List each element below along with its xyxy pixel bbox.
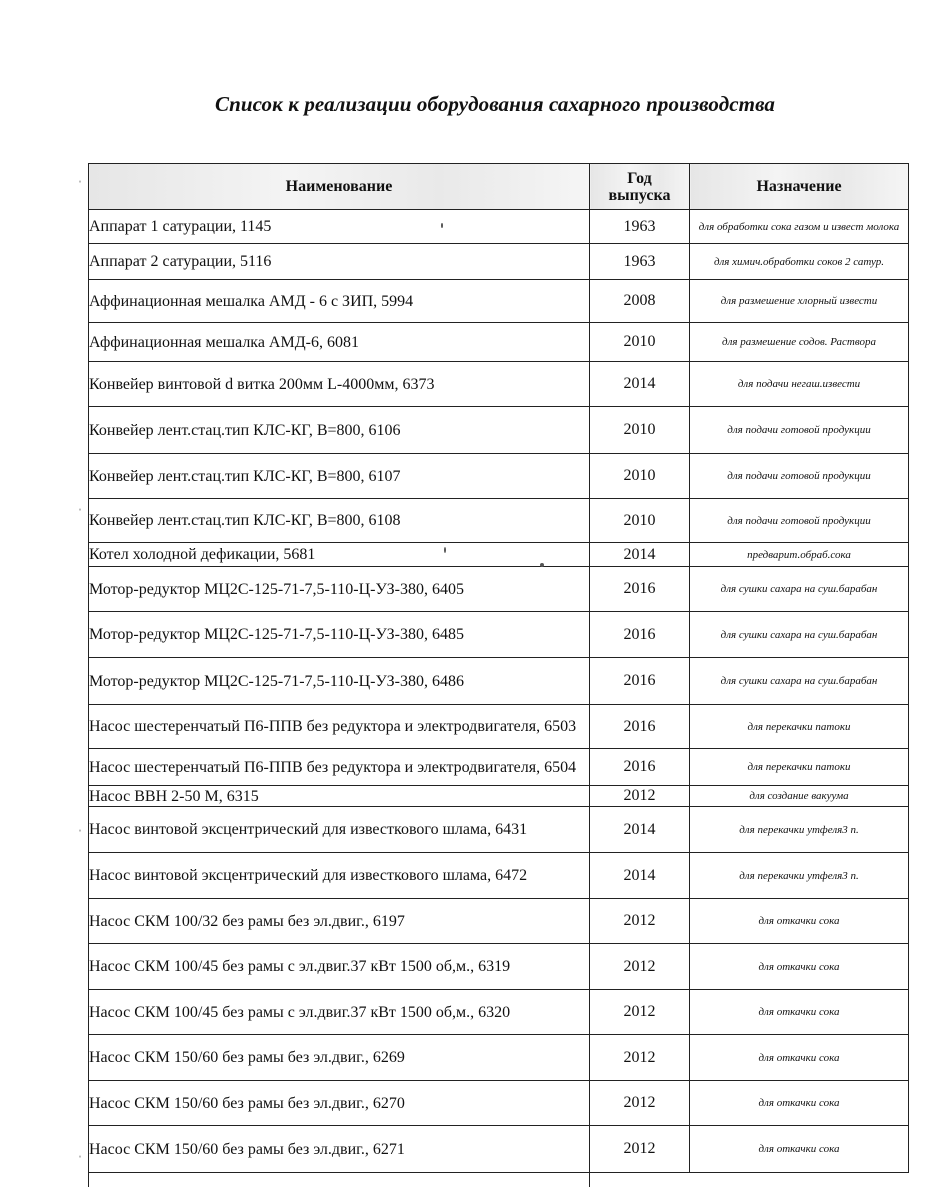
row-name-cell: Аффинационная мешалка АМД-6, 6081 (89, 323, 590, 362)
row-purpose-cell: для откачки сока (690, 944, 909, 990)
header-year (590, 164, 690, 210)
table-row (89, 899, 909, 944)
row-purpose-cell: для размешение хлорный извести (690, 280, 909, 323)
row-name-cell: Насос СКМ 100/45 без рамы с эл.двиг.37 кВт 1500 об,м., 6319 (89, 944, 590, 990)
table-row (89, 244, 909, 280)
scan-speck (441, 223, 443, 228)
row-year-cell: 2008 (590, 280, 690, 323)
table-body (89, 210, 909, 1173)
row-purpose-cell: для откачки сока (690, 899, 909, 944)
row-purpose-cell: для подачи негаш.извести (690, 362, 909, 407)
row-year-cell: 2012 (590, 1035, 690, 1081)
table-row (89, 454, 909, 499)
table-row (89, 749, 909, 786)
row-name-cell: Мотор-редуктор МЦ2С-125-71-7,5-110-Ц-УЗ-380, 6486 (89, 658, 590, 705)
row-purpose-cell: для сушки сахара на суш.барабан (690, 612, 909, 658)
row-name-cell: Конвейер лент.стац.тип КЛС-КГ, В=800, 6107 (89, 454, 590, 499)
row-year-cell: 2012 (590, 1126, 690, 1173)
row-name-cell: Насос винтовой эксцентрический для известкового шлама, 6472 (89, 853, 590, 899)
row-year-cell: 2010 (590, 407, 690, 454)
table-row (89, 1081, 909, 1126)
row-year-cell: 2014 (590, 543, 690, 567)
table-row (89, 658, 909, 705)
row-year-cell: 2010 (590, 323, 690, 362)
row-year-cell: 2016 (590, 749, 690, 786)
row-purpose-cell: для откачки сока (690, 990, 909, 1035)
scan-speck (540, 563, 544, 567)
row-name-cell: Насос шестеренчатый П6-ППВ без редуктора и электродвигателя, 6503 (89, 705, 590, 749)
row-name-cell: Насос СКМ 150/60 без рамы без эл.двиг., 6270 (89, 1081, 590, 1126)
row-purpose-cell: для обработки сока газом и извест молока (690, 210, 909, 244)
row-purpose-cell: предварит.обраб.сока (690, 543, 909, 567)
table-header-row (89, 164, 909, 210)
header-purpose: Назначение (690, 164, 909, 210)
scan-mark: ˈ (78, 827, 82, 841)
row-purpose-cell: для откачки сока (690, 1035, 909, 1081)
table-row (89, 705, 909, 749)
table-row (89, 612, 909, 658)
table-row (89, 944, 909, 990)
row-name-cell: Аппарат 1 сатурации, 1145 (89, 210, 590, 244)
row-year-cell: 2014 (590, 853, 690, 899)
row-purpose-cell: для откачки сока (690, 1126, 909, 1173)
row-name-cell: Конвейер лент.стац.тип КЛС-КГ, В=800, 6108 (89, 499, 590, 543)
table-row (89, 280, 909, 323)
row-year-cell: 1963 (590, 244, 690, 280)
row-name-cell: Конвейер винтовой d витка 200мм L-4000мм, 6373 (89, 362, 590, 407)
row-name-cell: Аффинационная мешалка АМД - 6 с ЗИП, 5994 (89, 280, 590, 323)
row-purpose-cell: для перекачки утфеля3 п. (690, 807, 909, 853)
row-year-cell: 2010 (590, 499, 690, 543)
row-purpose-cell: для подачи готовой продукции (690, 407, 909, 454)
row-purpose-cell: для сушки сахара на суш.барабан (690, 658, 909, 705)
row-year-cell: 2016 (590, 705, 690, 749)
header-year-line2: выпуска (608, 186, 671, 204)
row-year-cell: 2016 (590, 567, 690, 612)
row-purpose-cell: для подачи готовой продукции (690, 499, 909, 543)
row-year-cell: 2016 (590, 658, 690, 705)
row-purpose-cell: для перекачки патоки (690, 705, 909, 749)
continuation-cell (590, 1173, 690, 1188)
table-row (89, 853, 909, 899)
table-row (89, 499, 909, 543)
row-name-cell: Насос СКМ 100/32 без рамы без эл.двиг., 6197 (89, 899, 590, 944)
row-year-cell: 2010 (590, 454, 690, 499)
row-purpose-cell: для химич.обработки соков 2 сатур. (690, 244, 909, 280)
document-title: Список к реализации оборудования сахарного производства (214, 92, 776, 116)
continuation-cell (89, 1173, 590, 1188)
row-purpose-cell: для подачи готовой продукции (690, 454, 909, 499)
row-purpose-cell: для откачки сока (690, 1081, 909, 1126)
scan-speck (444, 547, 446, 553)
row-name-cell: Насос СКМ 150/60 без рамы без эл.двиг., 6269 (89, 1035, 590, 1081)
row-name-cell: Насос шестеренчатый П6-ППВ без редуктора и электродвигателя, 6504 (89, 749, 590, 786)
table-row (89, 210, 909, 244)
scan-mark: ˈ (78, 178, 82, 192)
table-row (89, 543, 909, 567)
table-row (89, 1035, 909, 1081)
row-year-cell: 2012 (590, 944, 690, 990)
row-name-cell: Насос винтовой эксцентрический для известкового шлама, 6431 (89, 807, 590, 853)
table-row (89, 990, 909, 1035)
row-name-cell: Насос СКМ 150/60 без рамы без эл.двиг., 6271 (89, 1126, 590, 1173)
row-name-cell: Мотор-редуктор МЦ2С-125-71-7,5-110-Ц-УЗ-380, 6485 (89, 612, 590, 658)
table-row (89, 362, 909, 407)
row-year-cell: 2012 (590, 990, 690, 1035)
row-year-cell: 2012 (590, 899, 690, 944)
row-name-cell: Насос СКМ 100/45 без рамы с эл.двиг.37 кВт 1500 об,м., 6320 (89, 990, 590, 1035)
scan-mark: ˈ (78, 1153, 82, 1167)
table-row (89, 567, 909, 612)
row-year-cell: 2012 (590, 786, 690, 807)
row-year-cell: 2014 (590, 362, 690, 407)
row-purpose-cell: для перекачки утфеля3 п. (690, 853, 909, 899)
row-year-cell: 2016 (590, 612, 690, 658)
continuation-cell (690, 1173, 909, 1188)
table-continuation-row (89, 1173, 909, 1188)
row-name-cell: Котел холодной дефикации, 5681 (89, 543, 590, 567)
table-row (89, 1126, 909, 1173)
row-year-cell: 2014 (590, 807, 690, 853)
row-purpose-cell: для размешение содов. Раствора (690, 323, 909, 362)
equipment-table (88, 163, 909, 1187)
row-purpose-cell: для сушки сахара на суш.барабан (690, 567, 909, 612)
row-name-cell: Аппарат 2 сатурации, 5116 (89, 244, 590, 280)
row-purpose-cell: для перекачки патоки (690, 749, 909, 786)
table-row (89, 407, 909, 454)
table-row (89, 807, 909, 853)
row-purpose-cell: для создание вакуума (690, 786, 909, 807)
table-row (89, 323, 909, 362)
row-year-cell: 1963 (590, 210, 690, 244)
row-name-cell: Конвейер лент.стац.тип КЛС-КГ, В=800, 6106 (89, 407, 590, 454)
header-year-line1: Год (627, 169, 652, 187)
row-year-cell: 2012 (590, 1081, 690, 1126)
table-row (89, 786, 909, 807)
scan-mark: ˈ (78, 506, 82, 520)
row-name-cell: Насос ВВН 2-50 М, 6315 (89, 786, 590, 807)
header-name: Наименование (89, 164, 590, 210)
row-name-cell: Мотор-редуктор МЦ2С-125-71-7,5-110-Ц-УЗ-380, 6405 (89, 567, 590, 612)
